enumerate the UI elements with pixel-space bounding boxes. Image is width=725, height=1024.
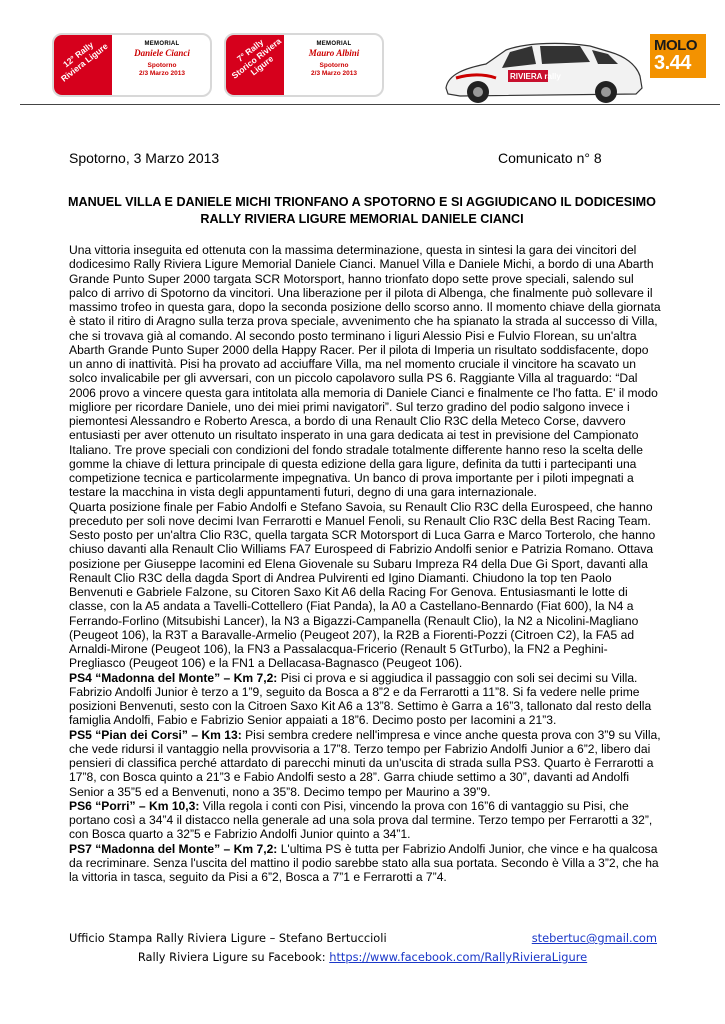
memorial-label-2: MEMORIAL: [316, 41, 352, 47]
paragraph-results: Una vittoria inseguita ed ottenuta con la massima determinazione, questa in sintesi la gara dei vincitori del dodicesimo Rally Riviera Ligure Memorial Daniele Cianci. Manuel Villa e Daniele Michi, a bordo di una Abarth Grande Punto Super 2000 targata SCR Motorsport, hanno trionfato dopo sette prove speciali, salendo sul palco di arrivo di Spotorno da vincitori. Una liberazione per il pilota di Albenga, che finalmente può sollevare il massimo trofeo in questa gara, dopo la seconda posizione dello scorso anno. Il momento chiave della giornata è stato il ritiro di Aragno sulla terza prova speciale, avvenimento che ha spianato la strada al successo di Villa, che si trovava già al comando. Al secondo posto terminano i liguri Alessio Pisi e Fulvio Florean, su un'altra Abarth Grande Punto Super 2000 della Happy Racer. Per il pilota di Imperia un risultato soddisfacente, dopo un anno di inattività. Pisi ha provato ad acciuffare Villa, ma nel momento cruciale il vincitore ha scavato un solco invalicabile per gli avversari, con un piccolo capolavoro sulla PS 6. Raggiante Villa al traguardo: “Dal 2006 provo a vincere questa gara intitolata alla memoria di Daniele Cianci e finalmente ce l'ho fatta. E' il modo migliore per ricordare Daniele, uno dei miei primi navigatori”. Sul terzo gradino del podio salgono invece i piemontesi Alessandro e Roberto Aresca, a bordo di una Renault Clio R3C della Meteco Corse, davvero entusiasti per aver ottenuto un risultato insperato in una gara dedicata ai test in previsione del Campionato Italiano. Tre prove speciali con condizioni del fondo stradale totalmente differente hanno reso la scelta delle gomme la chiave di lettura principale di questa edizione della gara ligure, definita da tutti i partecipanti una competizione tecnica e particolarmente impegnativa. Un banco di prova importante per i piloti impegnati a testare la macchina in vista degli appuntamenti futuri, degno di una gara internazionale.: [69, 243, 661, 500]
event-place-2: Spotorno: [319, 62, 349, 69]
ps4-heading: PS4 “Madonna del Monte” – Km 7,2:: [69, 670, 278, 685]
paragraph-classification: Quarta posizione finale per Fabio Andolfi e Stefano Savoia, su Renault Clio R3C della Eurospeed, che hanno preceduto per soli nove decimi Ivan Ferrarotti e Manuel Fenoli, su Renault Clio R3C della Best Racing Team. Sesto posto per un'altra Clio R3C, quella targata SCR Motorsport di Luca Garra e Marco Torterolo, che hanno chiuso davanti alla Renault Clio Williams FA7 Eurospeed di Fabrizio Andolfi senior e Patrizia Romano. Ottava posizione per Giuseppe Iacomini ed Elena Giovenale su Subaru Impreza R4 della Due Gi Sport, davanti alla Renault Clio R3C della dagda Sport di Andrea Pulvirenti ed Igino Diamanti. Chiudono la top ten Paolo Benvenuti e Gabriele Falzone, su Citoren Saxo Kit A6 della Racing For Genova. Entusiasmanti le lotte di classe, con la A5 andata a Tavelli-Cottellero (Fiat Panda), la A0 a Castellano-Bennardo (Fiat 600), la N4 a Ferrando-Forlino (Mitsubishi Lancer), la N3 a Bigazzi-Campanella (Renault Clio), la N2 a Nicolini-Magliano (Peugeot 106), la R3T a Baravalle-Armelio (Peugeot 207), la R2B a Fiorenti-Pozzi (Citroen C2), la FA5 ad Arnaldi-Mirone (Peugeot 106), la FN3 a Passalacqua-Fricerio (Renault 5 GtTurbo), la FN2 a Peghini-Pregliasco (Peugeot 106) e la FN1 a Dellacasa-Bagnasco (Peugeot 106).: [69, 499, 656, 671]
ps6-text: Villa regola i conti con Pisi, vincendo la prova con 16”6 di vantaggio su Pisi, che portano così a 34”4 il distacco nella generale ad una sola prova dal termine. Terzo tempo per Ferrarotti a 32”, con Bosca quarto a 32”5 e Fabrizio Andolfi Junior quinto a 34”1.: [69, 798, 653, 842]
historic-rally-logo: [224, 33, 384, 97]
paragraph-ps5: [69, 728, 661, 799]
header-divider: [20, 104, 720, 105]
communique-number: Comunicato n° 8: [498, 150, 602, 166]
sponsor-logo-number: 3.44: [654, 52, 691, 74]
ps5-heading: PS5 “Pian dei Corsi” – Km 13:: [69, 727, 242, 742]
paragraph-ps4: [69, 671, 661, 728]
rally-badge-text: 12° Rally Riviera Ligure: [58, 39, 110, 84]
ps7-text: L'ultima PS è tutta per Fabrizio Andolfi Junior, che vince e ha qualcosa da recriminare. Senza l'uscita del mattino il podio sarebbe stato alla sua portata. Secondo è Villa a 3”2, che ha la vittoria in tasca, seguito da Pisi a 6”2, Bosca a 7”1 e Ferrarotti a 7”4.: [69, 841, 659, 884]
ps5-text: Pisi sembra credere nell'impresa e vince anche questa prova con 3”9 su Villa, che vede ridursi il vantaggio nella provvisoria a 17”8. Terzo tempo per Fabrizio Andolfi Junior a 6”2, libero dai pensieri di classifica perché attardato di parecchi minuti da un'uscita di strada sulla PS3. Quarto è Ferrarotti a 17”8, con Bosca quinto a 21”3 e Fabio Andolfi sesto a 28”. Garra chiude settimo a 30”, davanti ad Andolfi Senior a 35”5 ed a Benvenuti, nono a 35”8. Decimo tempo per Maurino a 39”9.: [69, 727, 661, 799]
footer-contact: [69, 931, 657, 945]
event-dates: 2/3 Marzo 2013: [139, 70, 185, 77]
rally-logo: [52, 33, 212, 97]
headline: MANUEL VILLA E DANIELE MICHI TRIONFANO A SPOTORNO E SI AGGIUDICANO IL DODICESIMO RALLY RIVIERA LIGURE MEMORIAL DANIELE CIANCI: [68, 195, 656, 226]
press-office: Ufficio Stampa Rally Riviera Ligure – Stefano Bertuccioli: [69, 931, 387, 945]
memorial-block: [116, 41, 208, 78]
ps4-text: Pisi ci prova e si aggiudica il passaggio con soli sei decimi su Villa. Fabrizio Andolfi Junior è terzo a 1”9, seguito da Bosca a 8”2 e da Ferrarotti a 11”8. Si fa vedere nelle prime posizioni Benvenuti, sesto con la Citroen Saxo Kit A6 a 13”8. Settimo è Garra a 16”3, tallonato dal resto della famiglia Andolfi, Fabio e Fabrizio Senior appaiati a 18”6. Decimo posto per Iacomini a 21”3.: [69, 670, 652, 728]
memorial-label: MEMORIAL: [144, 41, 180, 47]
rally-car-image: [440, 38, 646, 106]
historic-rally-badge-text: 7° Rally Storico Riviera Ligure: [229, 35, 283, 81]
date-line: Spotorno, 3 Marzo 2013: [69, 150, 220, 166]
memorial-name: Daniele Cianci: [134, 48, 190, 58]
facebook-link[interactable]: https://www.facebook.com/RallyRivieraLigure: [329, 950, 588, 964]
footer-facebook: [0, 950, 725, 964]
ps6-heading: PS6 “Porri” – Km 10,3:: [69, 798, 200, 813]
memorial-name-2: Mauro Albini: [308, 48, 360, 58]
paragraph-ps6: [69, 799, 661, 842]
facebook-label: Rally Riviera Ligure su Facebook:: [137, 950, 330, 964]
event-place: Spotorno: [147, 62, 177, 69]
car-label: RIVIERA rally: [510, 72, 561, 81]
memorial-block-2: [288, 41, 380, 78]
email-link[interactable]: stebertuc@gmail.com: [531, 931, 657, 945]
ps7-heading: PS7 “Madonna del Monte” – Km 7,2:: [69, 841, 278, 856]
sponsor-logo-top: MOLO: [654, 37, 697, 54]
article-body: [69, 243, 661, 884]
sponsor-logo: [650, 34, 706, 78]
event-dates-2: 2/3 Marzo 2013: [311, 70, 357, 77]
paragraph-ps7: [69, 842, 661, 885]
